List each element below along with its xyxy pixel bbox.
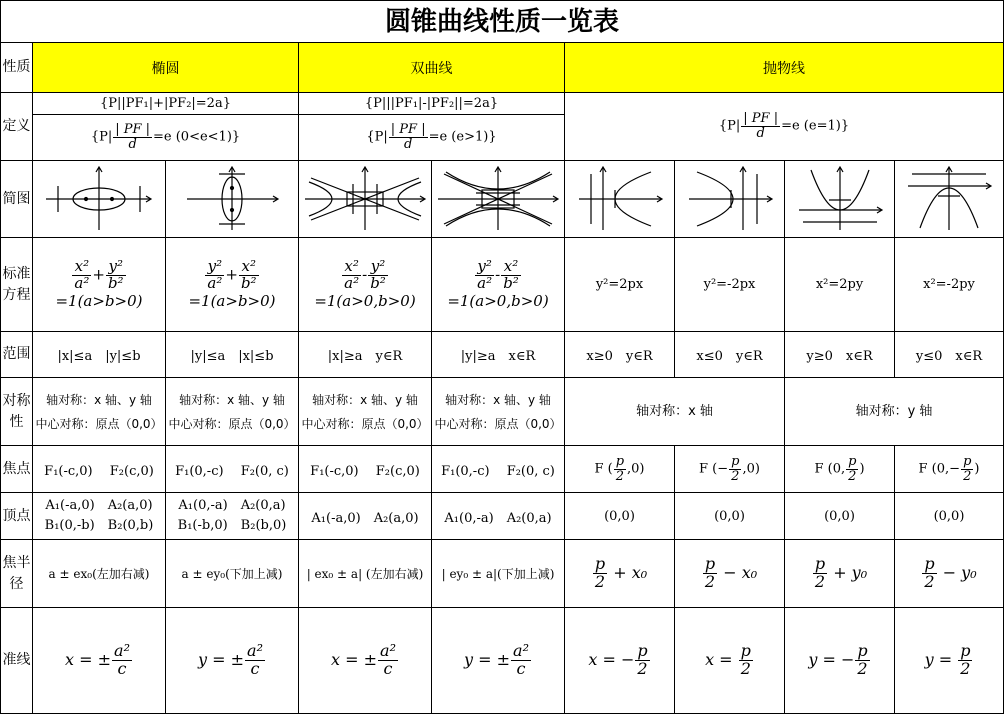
sketch-parabola-left — [675, 161, 785, 238]
sketch-ellipse-horizontal — [33, 161, 166, 238]
vertex-parabola-1: (0,0) — [565, 493, 675, 540]
hyperbola-horizontal-graph — [303, 166, 428, 232]
row-label-focus: 焦点 — [1, 446, 33, 493]
row-label-vertex: 顶点 — [1, 493, 33, 540]
def-hyperbola-line1: {P|||PF₁|-|PF₂||=2a} — [299, 93, 565, 115]
focus-parabola-1: F ( $\frac{p}{2}$ ,0) — [565, 446, 675, 493]
fraction: $\frac{| PF |}{d}$ — [743, 111, 779, 141]
page-title: 圆锥曲线性质一览表 — [0, 0, 1004, 42]
range-cell: y≥0 x∈R — [785, 332, 895, 378]
std-eq-ellipse-y: $\frac{\text{y²}}{\text{a²}}$ + $\frac{\text{x²}}{\text{b²}}$ =1(a>b>0) — [166, 238, 299, 332]
vertex-ellipse-y: A₁(0,-a) A₂(0,a) B₁(-b,0) B₂(b,0) — [166, 493, 299, 540]
std-eq-parabola-1: y²=2px — [565, 238, 675, 332]
focal-radius-hyperbola-x: | ex₀ ± a| (左加右减) — [299, 540, 432, 608]
focal-radius-parabola-2: $\frac{p}{2}$ − x₀ — [675, 540, 785, 608]
focal-radius-ellipse-y: a ± ey₀(下加上减) — [166, 540, 299, 608]
directrix-hyperbola-y: y = ± $\frac{\text{a²}}{c}$ — [432, 608, 565, 714]
row-label-standard-eq: 标准方程 — [1, 238, 33, 332]
vertex-hyperbola-x: A₁(-a,0) A₂(a,0) — [299, 493, 432, 540]
std-eq-hyperbola-x: $\frac{\text{x²}}{\text{a²}}$ - $\frac{\text{y²}}{\text{b²}}$ =1(a>0,b>0) — [299, 238, 432, 332]
def-parabola: {P| $\frac{| PF |}{d}$ =e (e=1)} — [565, 93, 1004, 161]
range-cell: |x|≥a y∈R — [299, 332, 432, 378]
vertex-ellipse-x: A₁(-a,0) A₂(a,0) B₁(0,-b) B₂(0,b) — [33, 493, 166, 540]
focus-hyperbola-y: F₁(0,-c) F₂(0, c) — [432, 446, 565, 493]
symmetry-hyperbola-x: 轴对称：x 轴、y 轴 中心对称：原点（0,0） — [299, 378, 432, 446]
sketch-parabola-right — [565, 161, 675, 238]
row-label-symmetry: 对称性 — [1, 378, 33, 446]
focus-parabola-3: F (0, $\frac{p}{2}$ ) — [785, 446, 895, 493]
focal-radius-parabola-3: $\frac{p}{2}$ + y₀ — [785, 540, 895, 608]
vertex-parabola-3: (0,0) — [785, 493, 895, 540]
range-cell: y≤0 x∈R — [895, 332, 1004, 378]
sketch-hyperbola-vertical — [432, 161, 565, 238]
parabola-up-graph — [795, 166, 885, 232]
directrix-ellipse-y: y = ± $\frac{\text{a²}}{c}$ — [166, 608, 299, 714]
sketch-parabola-up — [785, 161, 895, 238]
hyperbola-vertical-graph — [436, 166, 561, 232]
symmetry-hyperbola-y: 轴对称：x 轴、y 轴 中心对称：原点（0,0） — [432, 378, 565, 446]
sketch-hyperbola-horizontal — [299, 161, 432, 238]
range-cell: |y|≥a x∈R — [432, 332, 565, 378]
fraction: $\frac{| PF |}{d}$ — [115, 122, 151, 152]
row-label-range: 范围 — [1, 332, 33, 378]
focal-radius-parabola-4: $\frac{p}{2}$ − y₀ — [895, 540, 1004, 608]
fraction: $\frac{| PF |}{d}$ — [390, 122, 426, 152]
ellipse-vertical-graph — [177, 166, 287, 232]
properties-table — [0, 42, 1004, 714]
std-eq-parabola-4: x²=-2py — [895, 238, 1004, 332]
header-ellipse: 椭圆 — [33, 43, 299, 93]
def-ellipse-line2: {P| $\frac{| PF |}{d}$ =e (0<e<1)} — [33, 115, 299, 161]
ellipse-horizontal-graph — [44, 166, 154, 232]
row-label-focal-radius: 焦半径 — [1, 540, 33, 608]
range-cell: |x|≤a |y|≤b — [33, 332, 166, 378]
symmetry-ellipse-x: 轴对称：x 轴、y 轴 中心对称：原点（0,0） — [33, 378, 166, 446]
std-eq-ellipse-x: $\frac{\text{x²}}{\text{a²}}$ + $\frac{\text{y²}}{\text{b²}}$ =1(a>b>0) — [33, 238, 166, 332]
row-label-sketch: 简图 — [1, 161, 33, 238]
header-parabola: 抛物线 — [565, 43, 1004, 93]
focus-ellipse-x: F₁(-c,0) F₂(c,0) — [33, 446, 166, 493]
header-hyperbola: 双曲线 — [299, 43, 565, 93]
focus-ellipse-y: F₁(0,-c) F₂(0, c) — [166, 446, 299, 493]
range-cell: x≥0 y∈R — [565, 332, 675, 378]
row-label-directrix: 准线 — [1, 608, 33, 714]
std-eq-parabola-3: x²=2py — [785, 238, 895, 332]
focal-radius-parabola-1: $\frac{p}{2}$ + x₀ — [565, 540, 675, 608]
focus-parabola-4: F (0,− $\frac{p}{2}$ ) — [895, 446, 1004, 493]
std-eq-parabola-2: y²=-2px — [675, 238, 785, 332]
def-hyperbola-line2: {P| $\frac{| PF |}{d}$ =e (e>1)} — [299, 115, 565, 161]
vertex-parabola-2: (0,0) — [675, 493, 785, 540]
symmetry-parabola-x: 轴对称：x 轴 — [565, 378, 785, 446]
parabola-down-graph — [904, 166, 994, 232]
directrix-parabola-1: x = − $\frac{p}{2}$ — [565, 608, 675, 714]
sketch-parabola-down — [895, 161, 1004, 238]
parabola-left-graph — [685, 166, 775, 232]
directrix-parabola-4: y = $\frac{p}{2}$ — [895, 608, 1004, 714]
focal-radius-hyperbola-y: | ey₀ ± a|(下加上减) — [432, 540, 565, 608]
directrix-ellipse-x: x = ± $\frac{\text{a²}}{c}$ — [33, 608, 166, 714]
range-cell: x≤0 y∈R — [675, 332, 785, 378]
focus-parabola-2: F (− $\frac{p}{2}$ ,0) — [675, 446, 785, 493]
focus-hyperbola-x: F₁(-c,0) F₂(c,0) — [299, 446, 432, 493]
vertex-hyperbola-y: A₁(0,-a) A₂(0,a) — [432, 493, 565, 540]
directrix-parabola-2: x = $\frac{p}{2}$ — [675, 608, 785, 714]
focal-radius-ellipse-x: a ± ex₀(左加右减) — [33, 540, 166, 608]
row-label-property: 性质 — [1, 43, 33, 93]
parabola-right-graph — [575, 166, 665, 232]
range-cell: |y|≤a |x|≤b — [166, 332, 299, 378]
directrix-hyperbola-x: x = ± $\frac{\text{a²}}{c}$ — [299, 608, 432, 714]
symmetry-ellipse-y: 轴对称：x 轴、y 轴 中心对称：原点（0,0） — [166, 378, 299, 446]
def-ellipse-line1: {P||PF₁|+|PF₂|=2a} — [33, 93, 299, 115]
row-label-definition: 定义 — [1, 93, 33, 161]
vertex-parabola-4: (0,0) — [895, 493, 1004, 540]
std-eq-hyperbola-y: $\frac{\text{y²}}{\text{a²}}$ - $\frac{\text{x²}}{\text{b²}}$ =1(a>0,b>0) — [432, 238, 565, 332]
symmetry-parabola-y: 轴对称：y 轴 — [785, 378, 1004, 446]
sketch-ellipse-vertical — [166, 161, 299, 238]
directrix-parabola-3: y = − $\frac{p}{2}$ — [785, 608, 895, 714]
